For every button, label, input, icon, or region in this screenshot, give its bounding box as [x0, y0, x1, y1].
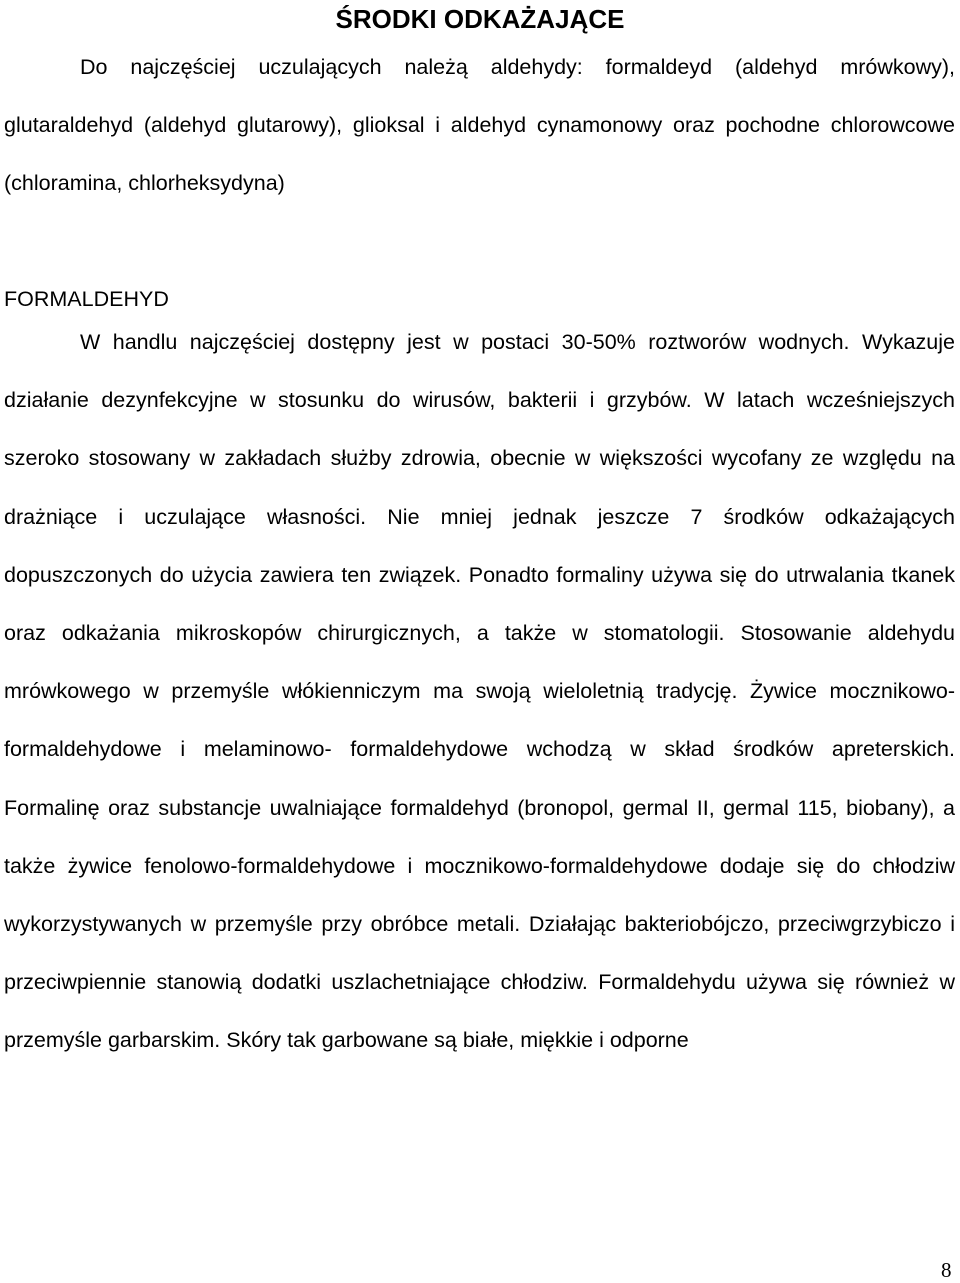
intro-paragraph: Do najczęściej uczulających należą aldehydy: formaldeyd (aldehyd mrówkowy), glutaraldehyd (aldehyd glutarowy), glioksal i aldehyd cynamonowy oraz pochodne chlorowcowe (chloramina, chlorheksydyna) [4, 55, 955, 196]
body-paragraph: W handlu najczęściej dostępny jest w postaci 30-50% roztworów wodnych. Wykazuje działanie dezynfekcyjne w stosunku do wirusów, bakterii i grzybów. W latach wcześniejszych szeroko stosowany w zakładach służby zdrowia, obecnie w większości wycofany ze względu na drażniące i uczulające własności. Nie mniej jednak jeszcze 7 środków odkażających dopuszczonych do użycia zawiera ten związek. Ponadto formaliny używa się do utrwalania tkanek oraz odkażania mikroskopów chirurgicznych, a także w stomatologii. Stosowanie aldehydu mrówkowego w przemyśle włókienniczym ma swoją wieloletnią tradycję. Żywice mocznikowo-formaldehydowe i melaminowo- formaldehydowe wchodzą w skład środków apreterskich. Formalinę oraz substancje uwalniające formaldehyd (bronopol, germal II, germal 115, biobany), a także żywice fenolowo-formaldehydowe i mocznikowo-formaldehydowe dodaje się do chłodziw wykorzystywanych w przemyśle przy obróbce metali. Działając bakteriobójczo, przeciwgrzybiczo i przeciwpiennie stanowią dodatki uszlachetniające chłodziw. Formaldehydu używa się również w przemyśle garbarskim. Skóry tak garbowane są białe, miękkie i odporne [4, 330, 955, 1053]
page-number: 8 [941, 1258, 952, 1282]
section-heading: FORMALDEHYD [4, 287, 169, 311]
page-title: ŚRODKI ODKAŻAJĄCE [335, 4, 625, 34]
